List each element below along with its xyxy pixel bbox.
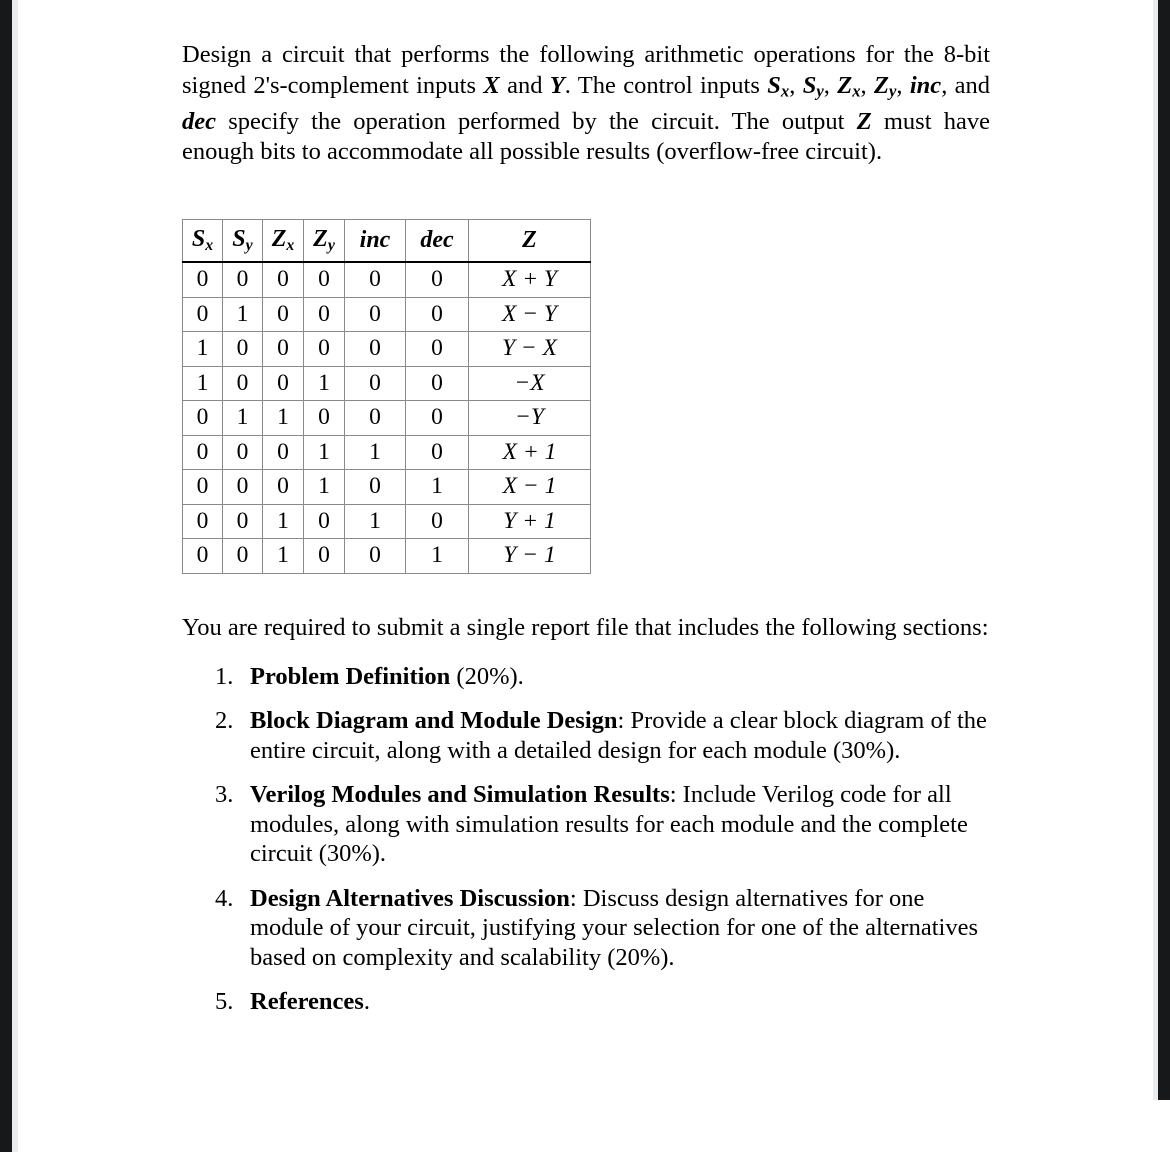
cell-zx: 1 [263,401,304,436]
ctrl-zx-inline: $Z_x$ [837,71,861,101]
list-item [182,706,990,765]
cell-zx: 1 [263,539,304,574]
list-item [182,662,990,692]
table-row [183,435,591,470]
cell-z: X − Y [469,297,591,332]
truth-table-body [183,262,591,573]
cell-sx: 0 [183,401,223,436]
page-edge-right-inner [1153,0,1158,1100]
cell-zy: 0 [304,332,345,367]
cell-sx: 0 [183,435,223,470]
intro-paragraph-block [182,40,990,168]
cell-zy: 1 [304,366,345,401]
truth-table-header-row [183,220,591,263]
cell-dec: 0 [406,297,469,332]
cell-inc: 0 [345,262,406,297]
list-item [182,987,990,1017]
cell-zy: 0 [304,297,345,332]
cell-inc: 0 [345,401,406,436]
cell-inc: 1 [345,435,406,470]
intro-text-mid2: . The control inputs [564,71,768,99]
cell-zx: 0 [263,332,304,367]
table-row [183,504,591,539]
cell-inc: 0 [345,297,406,332]
list-item-title: Problem Definition [250,662,451,690]
cell-z: −X [469,366,591,401]
list-item-body: : Provide a clear block diagram of the entire circuit, along with a detailed design for each module (30%). [250,707,987,764]
list-item-body: : Discuss design alternatives for one module of your circuit, justifying your selection for one of the alternatives based on complexity and scalability (20%). [250,884,978,971]
header-zx: $Z_x$ [263,220,304,263]
submission-sections-list [182,662,990,1017]
ctrl-sy-inline: $S_y$ [802,71,824,101]
var-x-inline: X [483,71,500,99]
cell-sx: 1 [183,332,223,367]
submission-intro: You are required to submit a single report file that includes the following sections: [182,614,989,641]
cell-zy: 1 [304,435,345,470]
cell-sy: 0 [223,262,263,297]
cell-z: X − 1 [469,470,591,505]
cell-dec: 0 [406,332,469,367]
cell-sx: 0 [183,504,223,539]
cell-zy: 0 [304,262,345,297]
header-z: Z [469,220,591,263]
cell-dec: 1 [406,470,469,505]
cell-sy: 1 [223,401,263,436]
intro-paragraph: Design a circuit that performs the following arithmetic operations for the 8-bit signed 2's-complement inputs X and Y. The control inputs $S_x$, $S_y$, $Z_x$, $Z_y$, inc, and dec specify the operation performed by the circuit. The output Z must have enough bits to accommodate all possible results (overflow-free circuit). [182,41,991,166]
cell-z: Y − X [469,332,591,367]
cell-sx: 0 [183,470,223,505]
ctrl-dec-inline: dec [182,107,216,135]
table-row [183,332,591,367]
cell-z: −Y [469,401,591,436]
page-edge-left-inner [12,0,18,1152]
intro-text-part1: Design a circuit that performs the following arithmetic operations for the 8-bit signed 2's-complement inputs [182,41,990,99]
cell-sx: 1 [183,366,223,401]
cell-inc: 0 [345,470,406,505]
intro-text-mid1: and [499,71,550,99]
var-y-inline: Y [549,71,565,99]
truth-table-head [183,220,591,263]
list-item-body: (20%). [450,662,524,690]
cell-inc: 1 [345,504,406,539]
intro-text-part2: specify the operation performed by the circuit. The output [216,107,857,135]
cell-sy: 0 [223,366,263,401]
list-item-title: Verilog Modules and Simulation Results [250,781,670,808]
cell-sx: 0 [183,297,223,332]
cell-dec: 0 [406,435,469,470]
cell-zx: 0 [263,297,304,332]
header-zy: $Z_y$ [304,220,345,263]
header-sx: $S_x$ [183,220,223,263]
header-sy: $S_y$ [223,220,263,263]
table-row [183,401,591,436]
table-row [183,366,591,401]
cell-zy: 0 [304,401,345,436]
cell-sy: 0 [223,539,263,574]
cell-dec: 0 [406,401,469,436]
ctrl-zy-inline: $Z_y$ [874,71,897,101]
list-item-title: Design Alternatives Discussion [250,884,570,912]
header-inc: inc [345,220,406,263]
cell-sy: 0 [223,435,263,470]
table-row [183,470,591,505]
table-row [183,297,591,332]
cell-dec: 1 [406,539,469,574]
truth-table-container [182,219,591,574]
operations-truth-table [182,219,591,574]
page-edge-left [0,0,12,1152]
cell-zx: 0 [263,366,304,401]
cell-z: X + 1 [469,435,591,470]
cell-dec: 0 [406,262,469,297]
page-edge-right [1158,0,1170,1100]
cell-sx: 0 [183,539,223,574]
cell-dec: 0 [406,504,469,539]
intro-text-part3: must have enough bits to accommodate all possible results (overflow-free circuit). [182,107,990,166]
cell-dec: 0 [406,366,469,401]
cell-zy: 0 [304,539,345,574]
var-z-inline: Z [856,107,872,135]
cell-z: Y − 1 [469,539,591,574]
cell-sy: 1 [223,297,263,332]
ctrl-sx-inline: $S_x$ [767,71,790,101]
cell-sx: 0 [183,262,223,297]
table-row [183,539,591,574]
list-item-body: : Include Verilog code for all modules, along with simulation results for each module and the complete circuit (30%). [250,781,968,867]
cell-sy: 0 [223,332,263,367]
cell-sy: 0 [223,504,263,539]
cell-zx: 1 [263,504,304,539]
list-item-body: . [363,988,370,1015]
cell-inc: 0 [345,366,406,401]
cell-zx: 0 [263,262,304,297]
list-item-title: Block Diagram and Module Design [250,707,618,734]
cell-zx: 0 [263,435,304,470]
list-item [182,884,990,973]
cell-z: X + Y [469,262,591,297]
cell-inc: 0 [345,539,406,574]
intro-text-mid3: , and [941,71,991,99]
cell-sy: 0 [223,470,263,505]
list-item [182,780,990,869]
cell-z: Y + 1 [469,504,591,539]
ctrl-inc-inline: inc [909,71,942,99]
list-item-title: References [250,988,364,1015]
cell-zy: 1 [304,470,345,505]
submission-requirements-block [182,613,990,1032]
header-dec: dec [406,220,469,263]
cell-zx: 0 [263,470,304,505]
cell-inc: 0 [345,332,406,367]
table-row [183,262,591,297]
cell-zy: 0 [304,504,345,539]
